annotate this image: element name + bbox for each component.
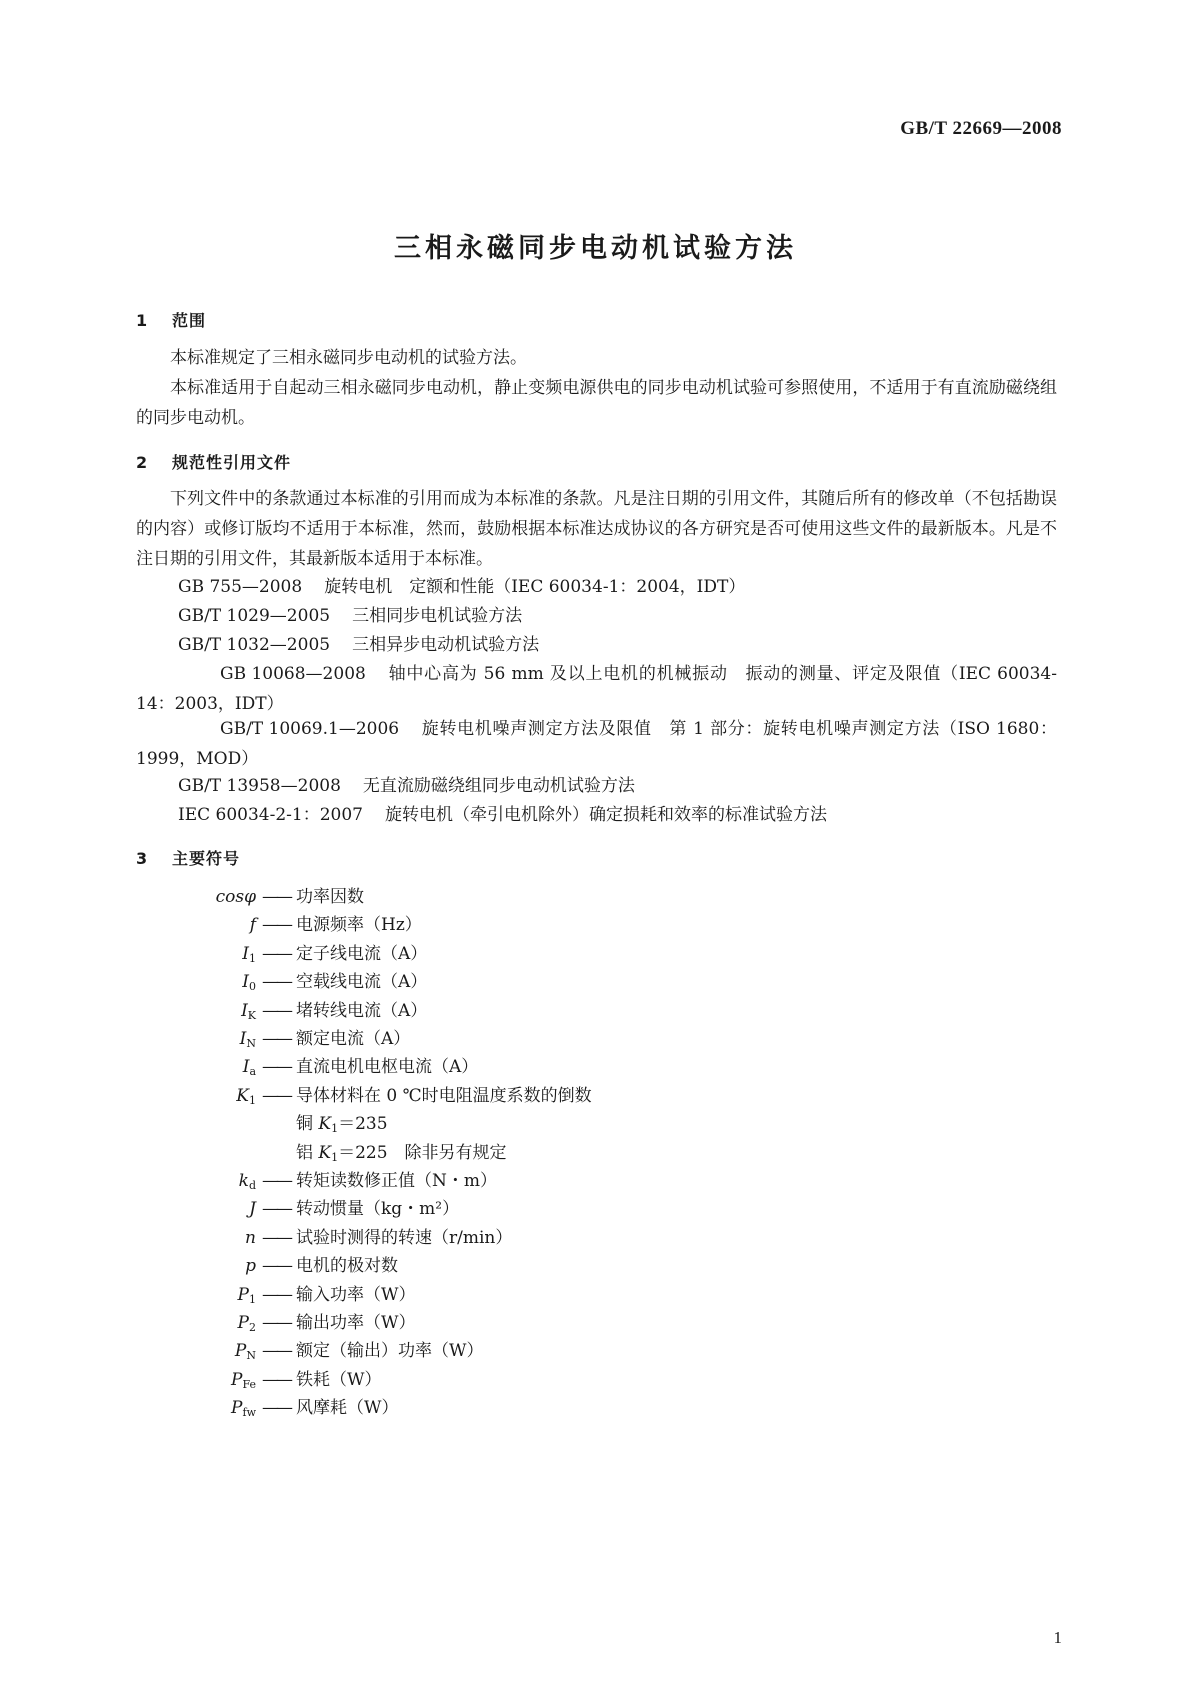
section-title: 范围 [172, 311, 207, 330]
symbol-description: 电机的极对数 [296, 1256, 398, 1277]
symbol: J [249, 1199, 256, 1220]
symbol: $P_{fw}$ [231, 1398, 256, 1420]
symbol-description: 额定电流（A） [296, 1029, 411, 1049]
reference-title: 无直流励磁绕组同步电动机试验方法 [362, 776, 635, 796]
symbol-description: 输出功率（W） [296, 1313, 416, 1333]
symbol: $I_K$ [241, 1000, 256, 1022]
document-title: 三相永磁同步电动机试验方法 [394, 233, 797, 264]
reference-code: GB/T 1032—2005 [178, 635, 331, 655]
symbol-row [178, 1252, 878, 1281]
symbol-dash: —— [262, 1171, 290, 1191]
symbol-description: 电源频率（Hz） [296, 915, 422, 936]
reference-item [178, 601, 1057, 631]
symbol-row [178, 1195, 878, 1224]
note-value: ＝235 [338, 1114, 388, 1135]
note-prefix: 铜 [296, 1114, 319, 1135]
symbol-dash: —— [262, 1341, 290, 1362]
standard-number: GB/T 22669—2008 [900, 118, 1062, 139]
note-prefix: 铝 [296, 1142, 319, 1163]
symbol-description: 铁耗（W） [296, 1369, 382, 1390]
symbol-dash: —— [262, 1000, 290, 1021]
symbol-subscript: 1 [249, 1093, 256, 1107]
section-1-paragraph-1: 本标准规定了三相永磁同步电动机的试验方法。 [170, 348, 527, 368]
symbol-subscript: fw [242, 1406, 256, 1420]
section-2-intro: 下列文件中的条款通过本标准的引用而成为本标准的条款。凡是注日期的引用文件，其随后所有的修改单（不包括勘误的内容）或修订版均不适用于本标准，然而，鼓励根据本标准达成协议的各方研究是否可使用这些文件的最新版本。凡是不注日期的引用文件，其最新版本适用于本标准。 [136, 489, 1057, 569]
symbol-description: 空载线电流（A） [296, 972, 428, 993]
symbol-row [178, 1394, 878, 1427]
symbol: $I_1$ [242, 943, 256, 965]
symbol-description: 直流电机电枢电流（A） [296, 1057, 479, 1078]
symbol-subscript: 1 [249, 1292, 256, 1306]
symbol-row [178, 883, 878, 912]
reference-title: 三相同步电机试验方法 [352, 606, 523, 626]
symbol: cosφ [215, 887, 256, 907]
symbol-row [178, 1082, 878, 1115]
symbol-subscript: K [247, 1008, 256, 1022]
reference-item [178, 800, 1057, 830]
section-title: 主要符号 [172, 849, 241, 868]
reference-code: GB 10068—2008 [220, 664, 366, 684]
reference-code: GB/T 1029—2005 [178, 606, 331, 626]
symbol: p [245, 1256, 256, 1277]
symbol: f [249, 915, 256, 936]
symbol: $P_2$ [237, 1313, 256, 1334]
symbol-dash: —— [262, 1313, 290, 1333]
symbol: $K_1$ [236, 1085, 256, 1107]
section-3-heading [136, 846, 240, 869]
symbol-row [178, 1224, 878, 1253]
reference-title: 旋转电机噪声测定方法及限值 第 1 部分：旋转电机噪声测定方法（ISO 1680：1999，MOD） [136, 719, 1057, 769]
reference-item [178, 630, 1057, 660]
symbol-subscript: a [249, 1065, 256, 1079]
note-subscript: 1 [331, 1150, 339, 1164]
symbol-subscript: d [248, 1179, 256, 1192]
note-value: ＝225 [338, 1142, 388, 1163]
reference-code: IEC 60034-2-1：2007 [178, 805, 363, 825]
symbol-row [178, 911, 878, 940]
symbol-subscript: N [246, 1349, 256, 1363]
symbol-description: 风摩耗（W） [296, 1398, 399, 1419]
symbol: $k_d$ [238, 1171, 256, 1192]
symbol-description: 定子线电流（A） [296, 943, 428, 964]
note-subscript: 1 [331, 1122, 339, 1136]
symbol-subscript: N [246, 1037, 256, 1050]
symbol-dash: —— [262, 1256, 290, 1277]
symbol-description: 额定（输出）功率（W） [296, 1341, 484, 1362]
symbol-subscript: 1 [249, 951, 256, 965]
section-number: 3 [136, 849, 149, 868]
symbol-description: 导体材料在 0 ℃时电阻温度系数的倒数 [296, 1085, 592, 1106]
note-symbol: K [318, 1114, 332, 1135]
reference-title: 旋转电机 定额和性能（IEC 60034-1：2004，IDT） [324, 577, 746, 597]
reference-item [178, 771, 1057, 801]
symbol-dash: —— [262, 1284, 290, 1305]
symbol-dash: —— [262, 1029, 290, 1049]
reference-item [136, 714, 1057, 774]
symbol-dash: —— [262, 887, 290, 907]
symbol: $I_0$ [242, 972, 256, 994]
symbol: n [245, 1227, 256, 1248]
page-number: 1 [1053, 1628, 1062, 1647]
symbol-dash: —— [262, 1369, 290, 1390]
symbol-dash: —— [262, 943, 290, 964]
symbol-subscript: Fe [242, 1377, 256, 1391]
symbol-dash: —— [262, 1085, 290, 1106]
section-number: 1 [136, 311, 149, 330]
symbol-dash: —— [262, 1398, 290, 1419]
note-symbol: K [318, 1142, 332, 1163]
note-remark: 除非另有规定 [387, 1142, 507, 1163]
symbol-description: 转动惯量（kg・m²） [296, 1199, 460, 1220]
section-1-heading [136, 308, 206, 331]
symbol-description: 功率因数 [296, 887, 364, 907]
section-1-paragraph-2: 本标准适用于自起动三相永磁同步电动机，静止变频电源供电的同步电动机试验可参照使用，不适用于有直流励磁绕组的同步电动机。 [136, 378, 1057, 428]
section-title: 规范性引用文件 [172, 453, 292, 472]
symbol-description: 试验时测得的转速（r/min） [296, 1227, 513, 1248]
reference-code: GB/T 10069.1—2006 [220, 719, 400, 739]
reference-item [136, 659, 1057, 719]
reference-title: 旋转电机（牵引电机除外）确定损耗和效率的标准试验方法 [385, 805, 827, 825]
symbol-dash: —— [262, 1199, 290, 1220]
symbol-subscript: 2 [249, 1321, 256, 1334]
section-number: 2 [136, 453, 149, 472]
reference-title: 轴中心高为 56 mm 及以上电机的机械振动 振动的测量、评定及限值（IEC 60034-14：2003，IDT） [136, 664, 1057, 714]
symbol: $P_N$ [234, 1341, 256, 1363]
symbol-description: 堵转线电流（A） [296, 1000, 428, 1021]
symbol-description: 输入功率（W） [296, 1284, 416, 1305]
symbol-dash: —— [262, 915, 290, 936]
symbol-description: 转矩读数修正值（N・m） [296, 1171, 497, 1191]
symbol: $P_1$ [237, 1284, 256, 1306]
reference-title: 三相异步电动机试验方法 [352, 635, 540, 655]
symbol: $I_N$ [239, 1029, 256, 1050]
symbol: $I_a$ [242, 1057, 256, 1079]
reference-code: GB/T 13958—2008 [178, 776, 341, 796]
symbol-dash: —— [262, 972, 290, 993]
symbol-dash: —— [262, 1227, 290, 1248]
symbol-subscript: 0 [249, 980, 256, 994]
reference-item [178, 572, 1057, 602]
symbol-dash: —— [262, 1057, 290, 1078]
symbol: $P_{Fe}$ [231, 1369, 256, 1391]
reference-code: GB 755—2008 [178, 577, 303, 597]
section-2-heading [136, 450, 291, 473]
